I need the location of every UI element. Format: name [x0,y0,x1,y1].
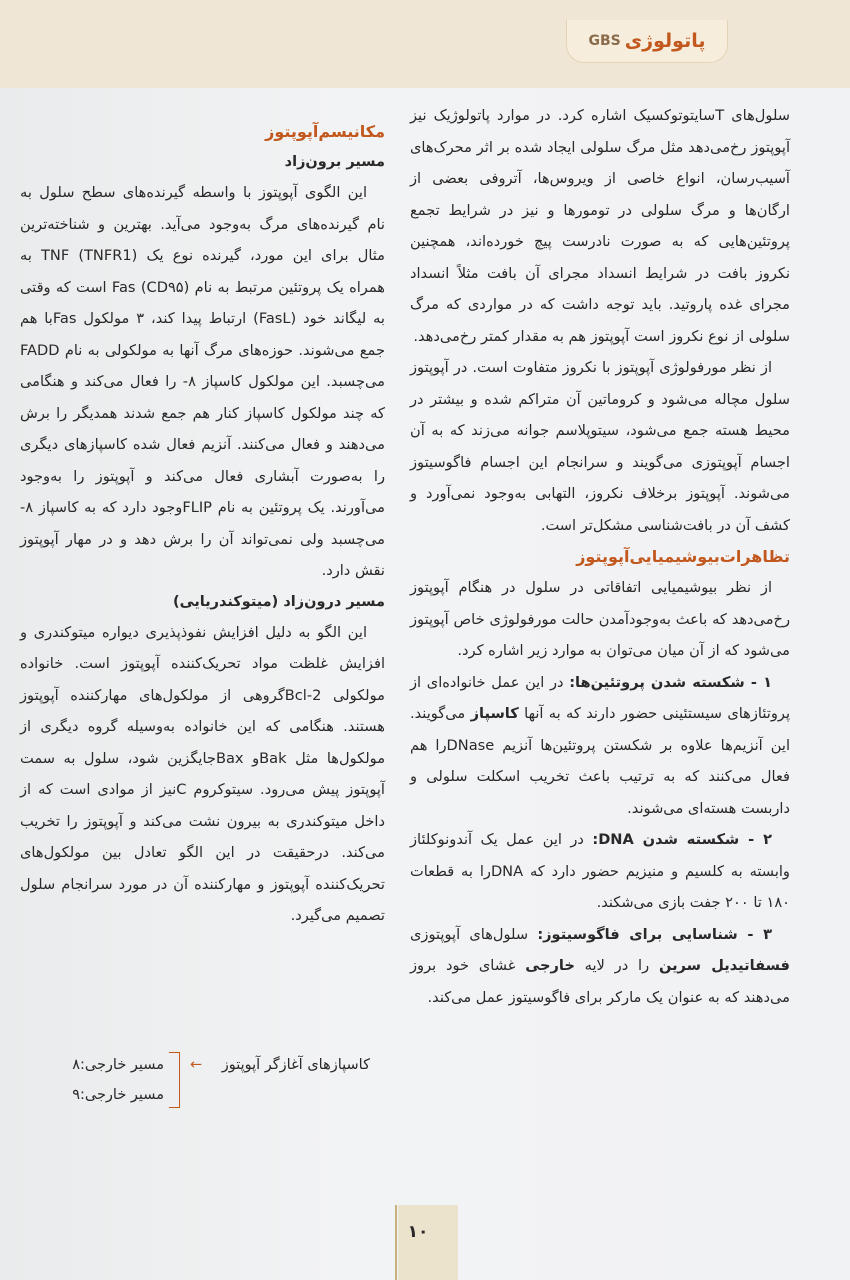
right-column [410,100,790,1013]
paragraph: سلول‌های Tسایتوتوکسیک اشاره کرد. در موارد پاتولوژیک نیز آپوپتوز رخ‌می‌دهد مثل مرگ سلولی ایجاد شده بر اثر محرک‌های آسیب‌رسان، انواع خاصی از ویروس‌ها، آتروفی بعضی از ارگان‌ها و مرگ سلولی در تومورها و نیز در شرایط تجمع پروتئین‌هایی که به صورت نادرست پیچ خورده‌اند، همچنین نکروز بافت در شرایط انسداد مجرای آن بافت مثلاً انسداد مجرای غده پاروتید. باید توجه داشت که در مواردی که مرگ سلولی از نوع نکروز است آپوپتوز هم به مقدار کمتر رخ‌می‌دهد. [410,107,790,345]
margin-note [60,1050,370,1110]
list-item-text: می‌گویند. این آنزیم‌ها علاوه بر شکستن پروتئین‌ها آنزیم DNaseرا هم فعال می‌کنند که به ترتیب باعث تخریب اسکلت سلولی و داربست هسته‌ای می‌شوند. [410,705,790,817]
list-item-text: سلول‌های آپوپتوزی [410,925,538,943]
section-heading: تظاهرات‌بیوشیمیایی‌آپوپتوز [576,547,790,566]
section-heading: مکانیسم‌آپوپتوز [265,122,385,141]
list-item-title: ۳ - شناسایی برای فاگوسیتوز: [537,925,772,943]
footer-divider [395,1205,397,1280]
list-item-text: غشای خود بروز می‌دهند که به عنوان یک مارکر برای فاگوسیتوز عمل می‌کند. [410,957,790,1006]
footer-tab [398,1205,458,1280]
bracket-icon [169,1052,180,1108]
list-item-text: در این عمل یک آندونوکلئاز وابسته به کلسیم و منیزیم حضور دارد که DNAرا به قطعات ۱۸۰ تا ۲۰۰ جفت بازی می‌شکند. [410,831,790,911]
arrow-left-icon: ← [189,1057,202,1073]
key-term: کاسپاز [470,705,519,722]
subsection-heading: مسیر برون‌زاد [284,154,385,170]
paragraph: از نظر مورفولوژی آپوپتوز با نکروز متفاوت است. در آپوپتوز سلول مچاله می‌شود و کروماتین آن متراکم شده و بیشتر در محیط هسته جمع می‌شود، سیتوپلاسم جوانه می‌زند که به آن اجسام آپوپتوزی می‌گویند و سرانجام این اجسام فاگوسیتوز می‌شوند. آپوپتوز برخلاف نکروز، التهابی به‌وجود نمی‌آورد و کشف آن در بافت‌شناسی مشکل‌تر است. [410,359,790,534]
key-term: فسفاتیدیل سرین [658,957,790,974]
list-item [410,824,790,919]
list-item [410,667,790,825]
key-term: خارجی [525,957,575,974]
list-item-text: را در لایه [574,957,659,974]
note-route: مسیر خارجی:۹ [72,1087,164,1103]
note-route: مسیر خارجی:۸ [72,1057,164,1073]
chapter-header-tab [566,20,728,63]
paragraph: این الگو به دلیل افزایش نفوذپذیری دیواره میتوکندری و افزایش غلظت مواد تحریک‌کننده آپوپتوز است. خانواده مولکولی Bcl-2گروهی از مولکول‌های مهارکننده آپوپتوز هستند. هنگامی که این خانواده به‌وسیله گروه دیگری از مولکول‌ها مثل Bakو Baxجایگزین شود، سلول به سمت آپوپتوز پیش می‌رود. سیتوکروم Cنیز از موادی است که از داخل میتوکندری به بیرون نشت می‌کند و آپوپتوز را تخریب می‌کند. درحقیقت در این الگو تعادل بین مولکول‌های تحریک‌کننده آپوپتوز و مهارکننده آن در مورد سرانجام سلول تصمیم می‌گیرد. [20,623,386,924]
note-label: کاسپازهای آغازگر آپوپتوز [221,1057,370,1073]
left-column [20,116,385,932]
list-item [410,919,790,1014]
paragraph: این الگوی آپوپتوز با واسطه گیرنده‌های سطح سلول به نام گیرنده‌های مرگ به‌وجود می‌آید. بهترین و شناخته‌ترین مثال برای این مورد، گیرنده نوع یک TNF (TNFR1) به همراه یک پروتئین مرتبط به نام Fas (CD۹۵) است که وقتی به لیگاند خود (FasL) ارتباط پیدا کند، ۳ مولکول Fasبا هم جمع می‌شوند. حوزه‌های مرگ آنها به مولکولی به نام FADD می‌چسبد. این مولکول کاسپاز ۸- را فعال می‌کند و هنگامی که چند مولکول کاسپاز کنار هم جمع شدند همدیگر را برش می‌دهند و فعال می‌کنند. آنزیم فعال شده کاسپازهای دیگری را به‌صورت آبشاری فعال می‌کند و آپوپتوز را به‌وجود می‌آورند. یک پروتئین به نام FLIPوجود دارد که به کاسپاز ۸- می‌چسبد ولی نمی‌تواند آن را برش دهد و در مهار آپوپتوز نقش دارد. [20,184,386,579]
book-code: GBS [588,33,621,49]
list-item-title: ۲ - شکسته شدن DNA: [592,831,773,848]
chapter-title: پاتولوژی [624,30,706,52]
list-item-text: در این عمل خانواده‌ای از پروتئازهای سیستئینی حضور دارند که به آنها [410,673,791,722]
page-number: ۱۰ [407,1222,429,1242]
subsection-heading: مسیر درون‌زاد (میتوکندریایی) [173,593,385,610]
paragraph: از نظر بیوشیمیایی اتفاقاتی در سلول در هنگام آپوپتوز رخ‌می‌دهد که باعث به‌وجودآمدن حالت مورفولوژی خاص آپوپتوز می‌شود که از آن میان می‌توان به موارد زیر اشاره کرد. [410,579,790,659]
list-item-title: ۱ - شکسته شدن پروتئین‌ها: [569,673,772,691]
